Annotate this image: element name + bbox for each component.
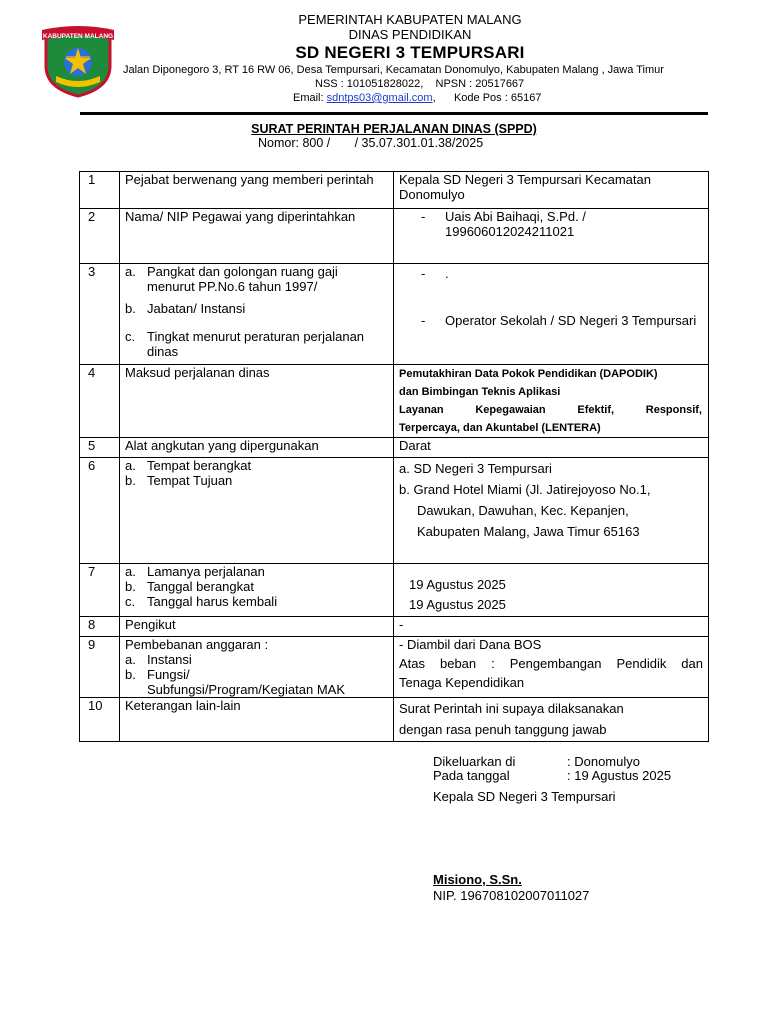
signer-nip: NIP. 196708102007011027 (433, 888, 590, 903)
note-line: dengan rasa penuh tanggung jawab (399, 722, 607, 737)
row-label: Nama/ NIP Pegawai yang diperintahkan (120, 209, 394, 264)
row-label: Pengikut (120, 617, 394, 637)
row-label: Keterangan lain-lain (120, 698, 394, 742)
issued-date-label: Pada tanggal (433, 768, 510, 783)
table-row (80, 438, 709, 458)
npsn: NPSN : 20517667 (435, 78, 525, 90)
row-number: 5 (80, 438, 120, 458)
row-value: - (394, 617, 709, 637)
dash-item: - . (421, 266, 449, 281)
school-address: Jalan Diponegoro 3, RT 16 RW 06, Desa Tempursari, Kecamatan Donomulyo, Kabupaten Malang , Jawa Timur (123, 64, 664, 76)
row-value (394, 458, 709, 564)
gov-title: PEMERINTAH KABUPATEN MALANG (298, 12, 522, 27)
row-value (394, 698, 709, 742)
row-number: 4 (80, 365, 120, 438)
table-row (80, 264, 709, 365)
table-row (80, 617, 709, 637)
list-item: a. Pangkat dan golongan ruang gaji menurut PP.No.6 tahun 1997/ (125, 264, 338, 294)
signer-position: Kepala SD Negeri 3 Tempursari (433, 789, 616, 804)
school-contact (293, 92, 541, 104)
budget-label: Pembebanan anggaran : (125, 637, 269, 652)
row-label: Alat angkutan yang dipergunakan (120, 438, 394, 458)
email-comma: , (432, 92, 436, 104)
budget-source: - Diambil dari Dana BOS (399, 637, 542, 652)
return-date: 19 Agustus 2025 (409, 597, 506, 612)
purpose-line: Pemutakhiran Data Pokok Pendidikan (DAPODIK) (399, 368, 658, 380)
list-item-continuation: Subfungsi/Program/Kegiatan MAK (147, 682, 345, 697)
departure-place: a. SD Negeri 3 Tempursari (399, 461, 552, 476)
row-value (394, 365, 709, 438)
table-row (80, 209, 709, 264)
row-value: Darat (394, 438, 709, 458)
table-row (80, 698, 709, 742)
district-logo (38, 26, 118, 103)
school-nss-npsn (315, 78, 524, 90)
row-value (394, 264, 709, 365)
row-number: 3 (80, 264, 120, 365)
header-divider (80, 112, 708, 115)
list-item: a. Instansi (125, 652, 192, 667)
list-item: b. Tanggal berangkat (125, 579, 254, 594)
row-value (394, 209, 709, 264)
destination-line: b. Grand Hotel Miami (Jl. Jatirejoyoso No.1, (399, 482, 651, 497)
logo-text: KABUPATEN MALANG (42, 33, 114, 40)
signer-name: Misiono, S.Sn. (433, 872, 522, 887)
table-row (80, 564, 709, 617)
purpose-line: Layanan Kepegawaian Efektif, Responsif, (399, 404, 702, 416)
note-line: Surat Perintah ini supaya dilaksanakan (399, 701, 624, 716)
nomor-suffix: / 35.07.301.01.38/2025 (354, 136, 484, 150)
dept-title: DINAS PENDIDIKAN (348, 27, 472, 42)
employee-name-nip: Uais Abi Baihaqi, S.Pd. / 199606012024211021 (445, 209, 586, 239)
document-title: SURAT PERINTAH PERJALANAN DINAS (SPPD) (251, 122, 537, 136)
destination-line: Kabupaten Malang, Jawa Timur 65163 (417, 524, 640, 539)
budget-line: Tenaga Kependidikan (399, 675, 525, 690)
row-number: 6 (80, 458, 120, 564)
budget-line: Atas beban : Pengembangan Pendidik dan (399, 656, 703, 671)
row-value: Kepala SD Negeri 3 Tempursari Kecamatan Donomulyo (394, 172, 709, 209)
nss: NSS : 101051828022, (315, 78, 424, 90)
issued-date-value: : 19 Agustus 2025 (567, 768, 672, 783)
list-item: a. Lamanya perjalanan (125, 564, 265, 579)
table-row (80, 172, 709, 209)
table-row (80, 637, 709, 698)
list-item: b. Fungsi/ (125, 667, 190, 682)
dash-item: - Uais Abi Baihaqi, S.Pd. / 199606012024211021 (399, 209, 703, 239)
row-label: Maksud perjalanan dinas (120, 365, 394, 438)
list-item: b. Jabatan/ Instansi (125, 301, 246, 316)
row-number: 7 (80, 564, 120, 617)
destination-line: Dawukan, Dawuhan, Kec. Kepanjen, (417, 503, 629, 518)
row-number: 1 (80, 172, 120, 209)
list-item: b. Tempat Tujuan (125, 473, 233, 488)
email-link[interactable]: sdntps03@gmail.com (326, 92, 433, 104)
dash-item: - Operator Sekolah / SD Negeri 3 Tempursari (421, 313, 697, 328)
list-item: c. Tingkat menurut peraturan perjalanan dinas (125, 329, 365, 359)
table-row (80, 458, 709, 564)
table-row (80, 365, 709, 438)
row-label: Pejabat berwenang yang memberi perintah (120, 172, 394, 209)
row-value (394, 637, 709, 698)
sppd-table (79, 171, 709, 742)
departure-date: 19 Agustus 2025 (409, 577, 506, 592)
issued-place-label: Dikeluarkan di (433, 754, 516, 769)
list-item: a. Tempat berangkat (125, 458, 252, 473)
purpose-line: Terpercaya, dan Akuntabel (LENTERA) (399, 422, 601, 434)
row-number: 8 (80, 617, 120, 637)
email-label: Email: (293, 92, 324, 104)
nomor-prefix: Nomor: 800 / (258, 136, 331, 150)
row-number: 2 (80, 209, 120, 264)
issued-place-value: : Donomulyo (567, 754, 640, 769)
postcode: Kode Pos : 65167 (453, 92, 542, 104)
list-item: c. Tanggal harus kembali (125, 594, 278, 609)
row-label (120, 564, 394, 617)
school-name: SD NEGERI 3 TEMPURSARI (295, 43, 525, 62)
row-number: 9 (80, 637, 120, 698)
document-number (258, 136, 483, 150)
row-number: 10 (80, 698, 120, 742)
row-label (120, 637, 394, 698)
purpose-line: dan Bimbingan Teknis Aplikasi (399, 386, 561, 398)
row-label (120, 264, 394, 365)
row-value (394, 564, 709, 617)
row-label (120, 458, 394, 564)
